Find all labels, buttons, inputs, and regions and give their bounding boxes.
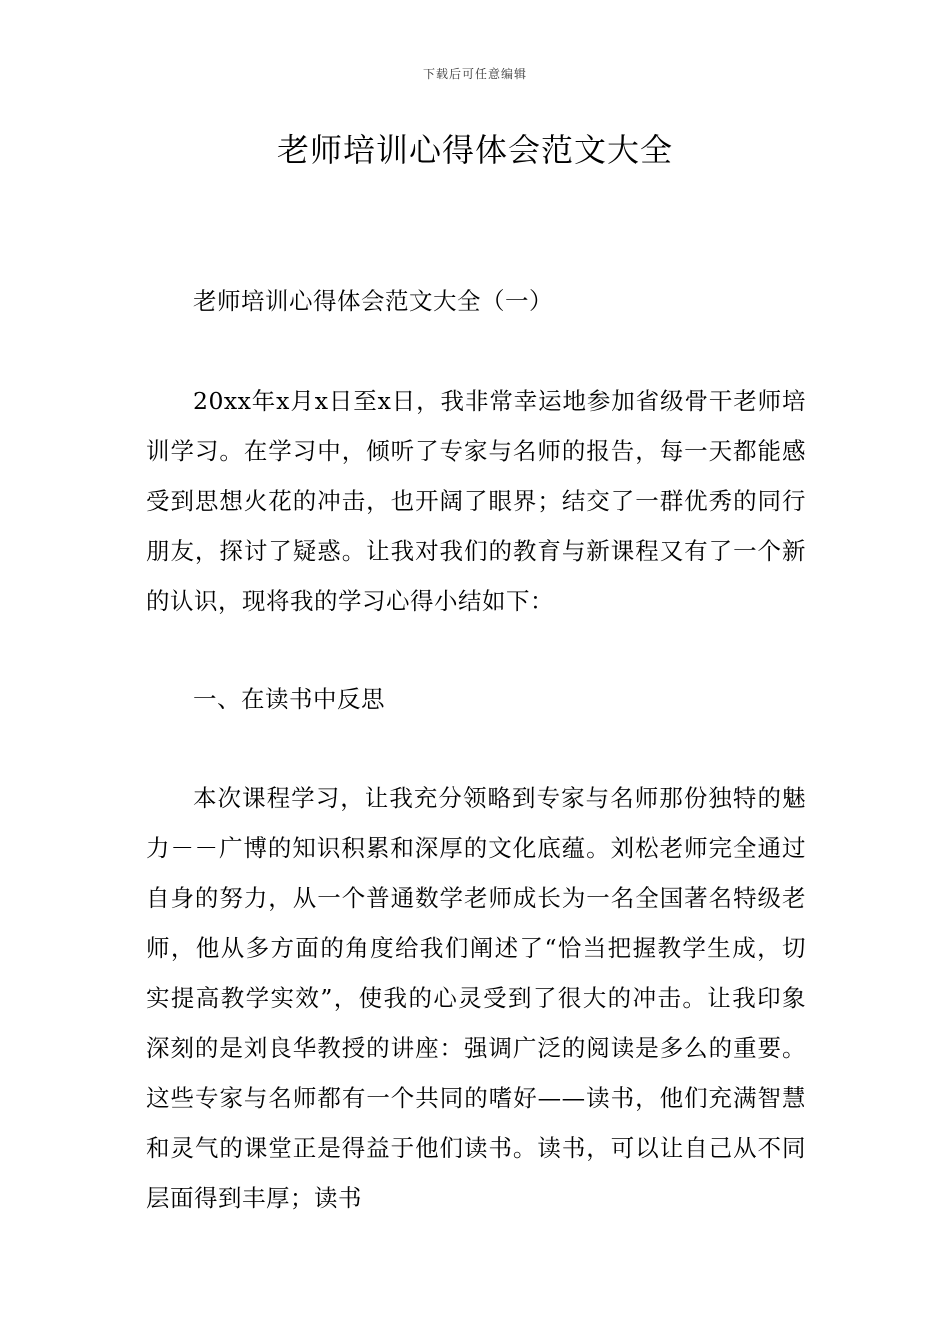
intro-paragraph: 20xx年x月x日至x日，我非常幸运地参加省级骨干老师培训学习。在学习中，倾听了专家与名师的报告，每一天都能感受到思想火花的冲击，也开阔了眼界；结交了一群优秀的同行朋友，探讨了疑惑。让我对我们的教育与新课程又有了一个新的认识，现将我的学习心得小结如下： bbox=[146, 387, 806, 615]
subtitle: 老师培训心得体会范文大全（一） bbox=[193, 287, 553, 315]
section-body-paragraph: 本次课程学习，让我充分领略到专家与名师那份独特的魅力－－广博的知识积累和深厚的文化底蕴。刘松老师完全通过自身的努力，从一个普通数学老师成长为一名全国著名特级老师，他从多方面的角度给我们阐述了“恰当把握教学生成，切实提高教学实效”，使我的心灵受到了很大的冲击。让我印象深刻的是刘良华教授的讲座：强调广泛的阅读是多么的重要。这些专家与名师都有一个共同的嗜好——读书，他们充满智慧和灵气的课堂正是得益于他们读书。读书，可以让自己从不同层面得到丰厚；读书 bbox=[146, 784, 806, 1212]
section-heading: 一、在读书中反思 bbox=[193, 685, 385, 713]
document-title: 老师培训心得体会范文大全 bbox=[276, 131, 673, 169]
header-note: 下载后可任意编辑 bbox=[422, 67, 527, 81]
